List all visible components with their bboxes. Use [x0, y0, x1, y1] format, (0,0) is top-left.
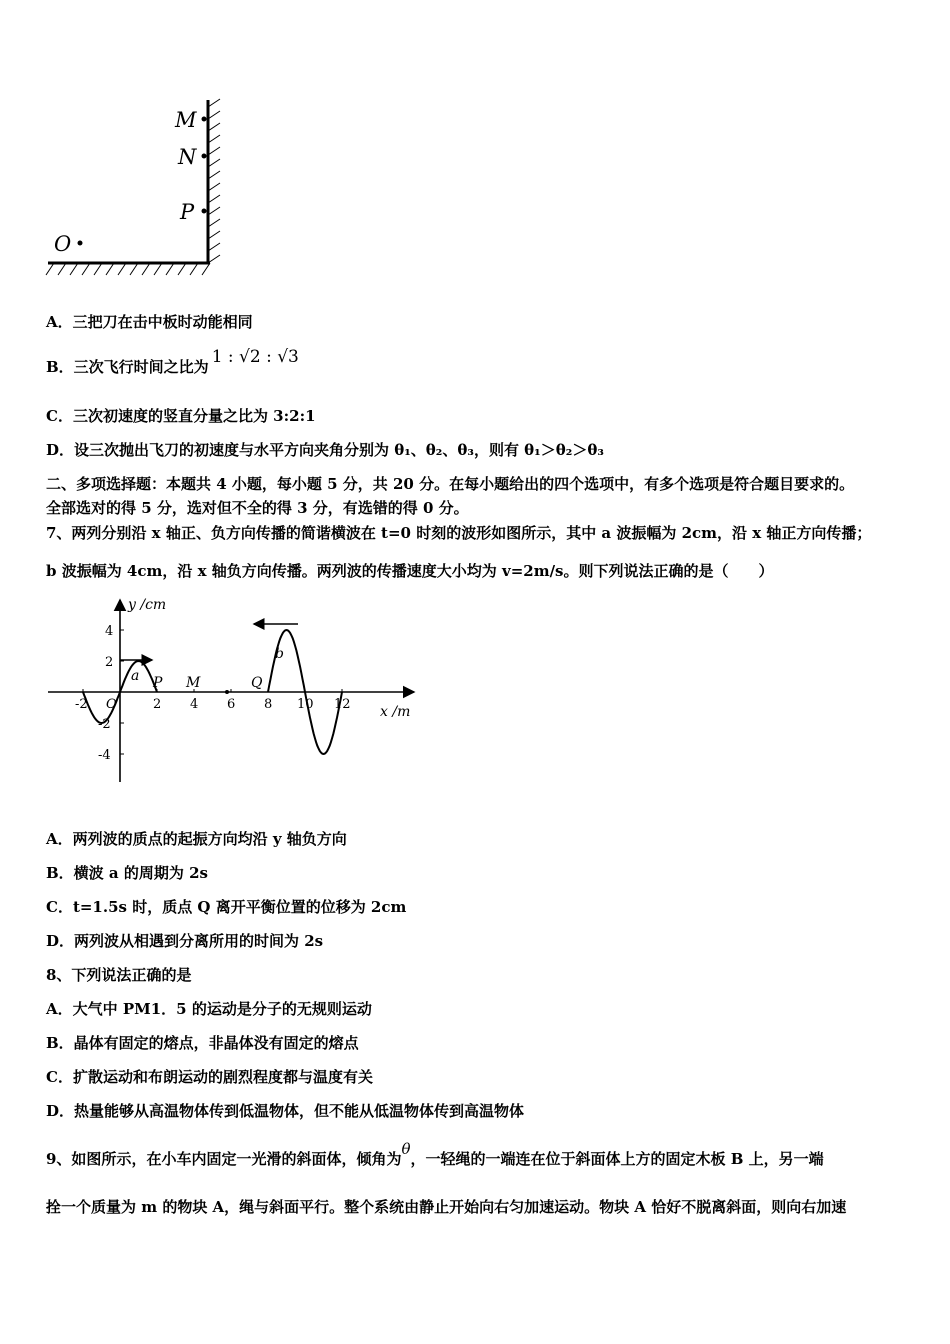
x-tick-label: 12: [334, 697, 351, 712]
label-O: O: [54, 232, 72, 256]
origin-mark-6: [225, 690, 229, 694]
y-axis-label: y /cm: [128, 597, 167, 613]
q6-option-c: C．三次初速度的竖直分量之比为 3:2:1: [46, 407, 316, 425]
q8-option-d: D．热量能够从高温物体传到低温物体，但不能从低温物体传到高温物体: [46, 1102, 525, 1120]
q9-stem-line1a: 9、如图所示，在小车内固定一光滑的斜面体，倾角为: [46, 1150, 402, 1168]
x-tick-label: 4: [190, 697, 199, 712]
y-tick-label: 2: [105, 655, 114, 670]
label-M: M: [175, 108, 197, 132]
x-tick-label: -2: [75, 697, 88, 712]
q6-option-d: D．设三次抛出飞刀的初速度与水平方向夹角分别为 θ₁、θ₂、θ₃，则有 θ₁＞θ₂＞θ₃: [46, 441, 604, 459]
label-P-chart: P: [153, 675, 163, 691]
q8-option-a: A．大气中 PM1．5 的运动是分子的无规则运动: [46, 1000, 372, 1018]
x-axis-label: x /m: [380, 704, 411, 720]
label-M-chart: M: [186, 675, 201, 691]
wave-chart: [40, 592, 430, 802]
q6-option-b-math: 1 : √2 : √3: [211, 347, 299, 367]
q8-stem: 8、下列说法正确的是: [46, 966, 192, 984]
q9-theta: θ: [401, 1140, 411, 1158]
q8-option-c: C．扩散运动和布朗运动的剧烈程度都与温度有关: [46, 1068, 373, 1086]
label-N: N: [178, 145, 197, 169]
label-Q: Q: [251, 675, 263, 691]
q6-option-b: [46, 347, 299, 376]
x-tick-label: 6: [227, 697, 236, 712]
q9-stem-line1: [46, 1140, 824, 1168]
q6-option-a: A．三把刀在击中板时动能相同: [46, 313, 253, 331]
q7-option-d: D．两列波从相遇到分离所用的时间为 2s: [46, 932, 324, 950]
label-b: b: [275, 646, 284, 662]
section2-heading-line1: 二、多项选择题：本题共 4 小题，每小题 5 分，共 20 分。在每小题给出的四个选项中，有多个选项是符合题目要求的。: [46, 475, 855, 493]
q7-option-c: C．t=1.5s 时，质点 Q 离开平衡位置的位移为 2cm: [46, 898, 407, 916]
q7-option-b: B．横波 a 的周期为 2s: [46, 864, 208, 882]
section2-heading-line2: 全部选对的得 5 分，选对但不全的得 3 分，有选错的得 0 分。: [46, 499, 469, 517]
q7-stem-line1: 7、两列分别沿 x 轴正、负方向传播的简谐横波在 t=0 时刻的波形如图所示，其中 a 波振幅为 2cm，沿 x 轴正方向传播；: [46, 524, 872, 542]
x-tick-label: 10: [297, 697, 314, 712]
y-tick-label: -2: [98, 717, 111, 732]
q7-stem-line2: b 波振幅为 4cm，沿 x 轴负方向传播。两列波的传播速度大小均为 v=2m/s。则下列说法正确的是（ ）: [46, 562, 774, 580]
q9-stem-line1b: ，一轻绳的一端连在位于斜面体上方的固定木板 B 上，另一端: [410, 1150, 824, 1168]
x-tick-label: 8: [264, 697, 273, 712]
q6-option-b-text: B．三次飞行时间之比为: [46, 358, 209, 376]
q7-option-a: A．两列波的质点的起振方向均沿 y 轴负方向: [46, 830, 347, 848]
y-tick-label: 4: [105, 624, 114, 639]
label-P: P: [180, 200, 195, 224]
wall-floor-figure: [40, 95, 240, 285]
q8-option-b: B．晶体有固定的熔点，非晶体没有固定的熔点: [46, 1034, 359, 1052]
x-tick-label: O: [106, 697, 117, 712]
label-a: a: [131, 668, 140, 684]
x-tick-label: 2: [153, 697, 162, 712]
q9-stem-line2: 拴一个质量为 m 的物块 A，绳与斜面平行。整个系统由静止开始向右匀加速运动。物块 A 恰好不脱离斜面，则向右加速: [46, 1198, 847, 1216]
y-tick-label: -4: [98, 748, 111, 763]
